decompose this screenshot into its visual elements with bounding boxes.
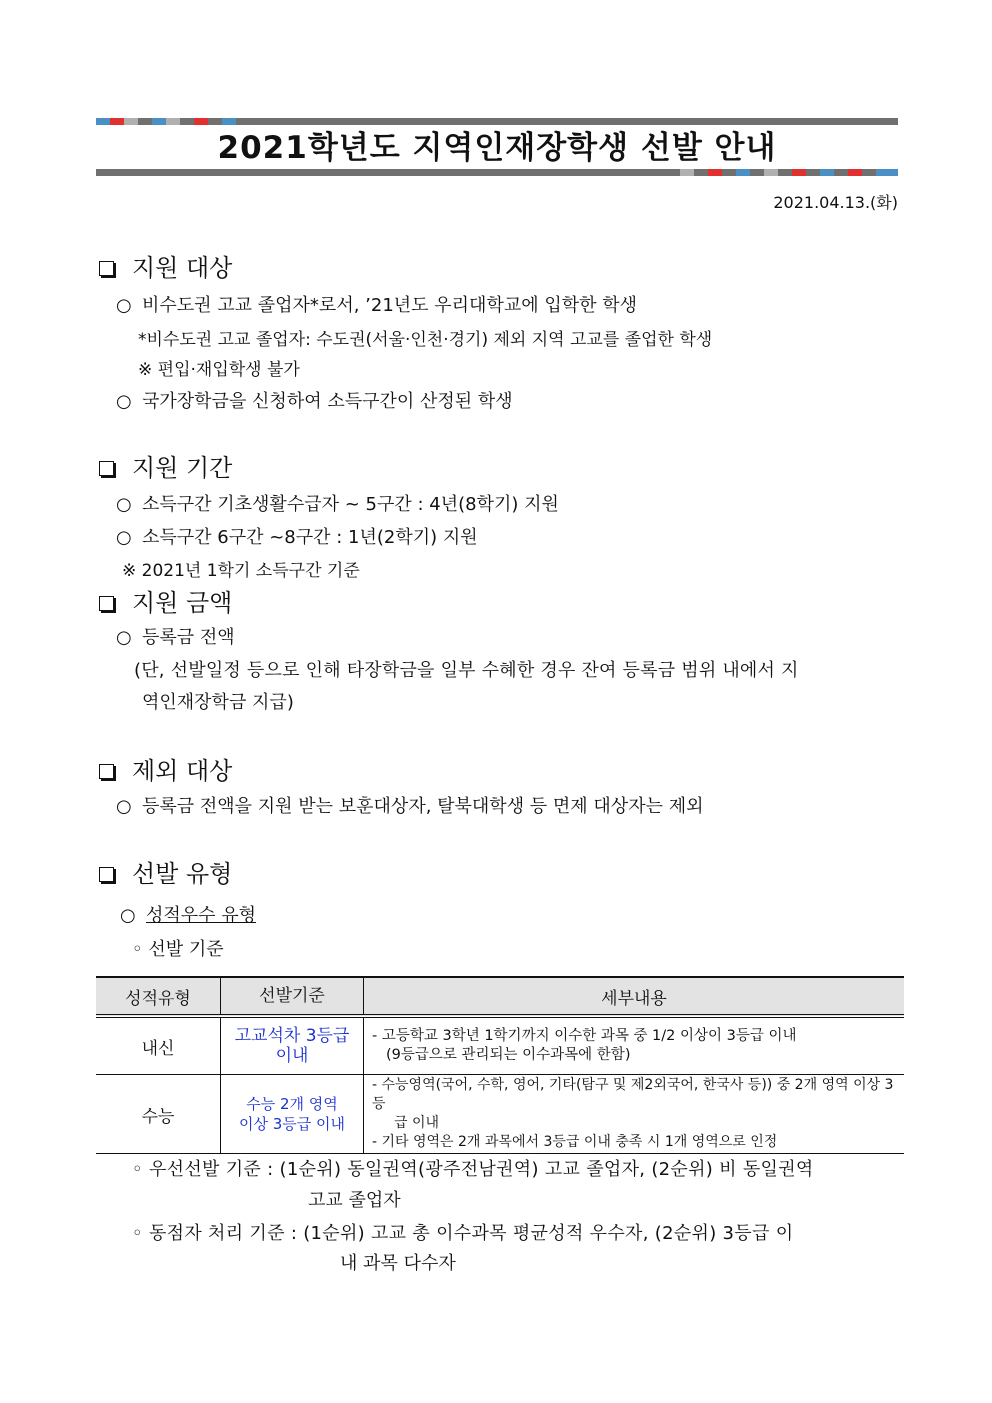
section-selection-heading: 선발 유형 [96, 858, 232, 890]
checkbox-square-icon [99, 764, 114, 779]
circle-bullet-icon: ○ [116, 391, 132, 412]
exclusion-item-1: ○ 등록금 전액을 지원 받는 보훈대상자, 탈북대학생 등 면제 대상자는 제외 [116, 793, 703, 821]
circle-bullet-icon: ○ [116, 494, 132, 515]
target-item-1: ○ 비수도권 고교 졸업자*로서, ’21년도 우리대학교에 입학한 학생 [116, 292, 637, 320]
section-amount-heading: 지원 금액 [96, 587, 232, 619]
document-date: 2021.04.13.(화) [773, 193, 898, 212]
target-item-2: ○ 국가장학금을 신청하여 소득구간이 산정된 학생 [116, 388, 513, 416]
checkbox-square-icon [99, 261, 114, 276]
table-header-type: 성적유형 [96, 977, 221, 1016]
tie-criteria-line-1: ◦ 동점자 처리 기준 : (1순위) 고교 총 이수과목 평균성적 우수자, (2순위) 3등급 이 [132, 1223, 794, 1244]
selection-criteria-label: ◦ 선발 기준 [132, 939, 224, 960]
row-detail: - 고등학교 3학년 1학기까지 이수한 과목 중 1/2 이상이 3등급 이내 (9등급으로 관리되는 이수과목에 한함) [364, 1016, 905, 1075]
document-title: 2021학년도 지역인재장학생 선발 안내 [217, 130, 777, 166]
circle-bullet-icon: ○ [120, 905, 136, 926]
section-period-heading: 지원 기간 [96, 452, 232, 484]
tie-criteria-line-2: 내 과목 다수자 [340, 1253, 456, 1274]
period-item-2: ○ 소득구간 6구간 ~8구간 : 1년(2학기) 지원 [116, 524, 478, 552]
table-header-detail: 세부내용 [364, 977, 905, 1016]
title-top-bar [96, 118, 898, 125]
selection-criteria-table [96, 976, 904, 1154]
amount-note-line-2: 역인재장학금 지급) [142, 692, 294, 713]
circle-bullet-icon: ○ [116, 527, 132, 548]
table-row [96, 1016, 904, 1075]
circle-bullet-icon: ○ [116, 796, 132, 817]
amount-note-line-1: (단, 선발일정 등으로 인해 타장학금을 일부 수혜한 경우 잔여 등록금 범위 내에서 지 [134, 660, 799, 681]
checkbox-square-icon [99, 867, 114, 882]
title-bottom-bar [96, 169, 898, 176]
target-note-2: ※ 편입·재입학생 불가 [138, 360, 300, 380]
row-criteria: 고교석차 3등급 이내 [221, 1016, 364, 1075]
checkbox-square-icon [99, 461, 114, 476]
row-type: 내신 [96, 1016, 221, 1075]
target-note-1: *비수도권 고교 졸업자: 수도권(서울·인천·경기) 제외 지역 고교를 졸업한 학생 [138, 330, 713, 350]
row-criteria: 수능 2개 영역 이상 3등급 이내 [221, 1075, 364, 1154]
priority-criteria-line-2: 고교 졸업자 [308, 1190, 401, 1211]
table-row [96, 1075, 904, 1154]
table-header-criteria: 선발기준 [221, 977, 364, 1016]
period-note: ※ 2021년 1학기 소득구간 기준 [122, 561, 360, 581]
selection-subtype: ○ 성적우수 유형 [120, 902, 256, 930]
row-detail: - 수능영역(국어, 수학, 영어, 기타(탐구 및 제2외국어, 한국사 등)) 중 2개 영역 이상 3등 급 이내 - 기타 영역은 2개 과목에서 3등급 이내 충족 시 1개 영역으로 인정 [364, 1075, 905, 1154]
amount-item-1: ○ 등록금 전액 [116, 624, 235, 652]
row-type: 수능 [96, 1075, 221, 1154]
document-page [96, 118, 898, 210]
section-target-heading: 지원 대상 [96, 252, 232, 284]
priority-criteria-line-1: ◦ 우선선발 기준 : (1순위) 동일권역(광주전남권역) 고교 졸업자, (2순위) 비 동일권역 [132, 1159, 814, 1180]
period-item-1: ○ 소득구간 기초생활수급자 ~ 5구간 : 4년(8학기) 지원 [116, 491, 559, 519]
checkbox-square-icon [99, 596, 114, 611]
section-exclusion-heading: 제외 대상 [96, 755, 232, 787]
circle-bullet-icon: ○ [116, 295, 132, 316]
circle-bullet-icon: ○ [116, 627, 132, 648]
